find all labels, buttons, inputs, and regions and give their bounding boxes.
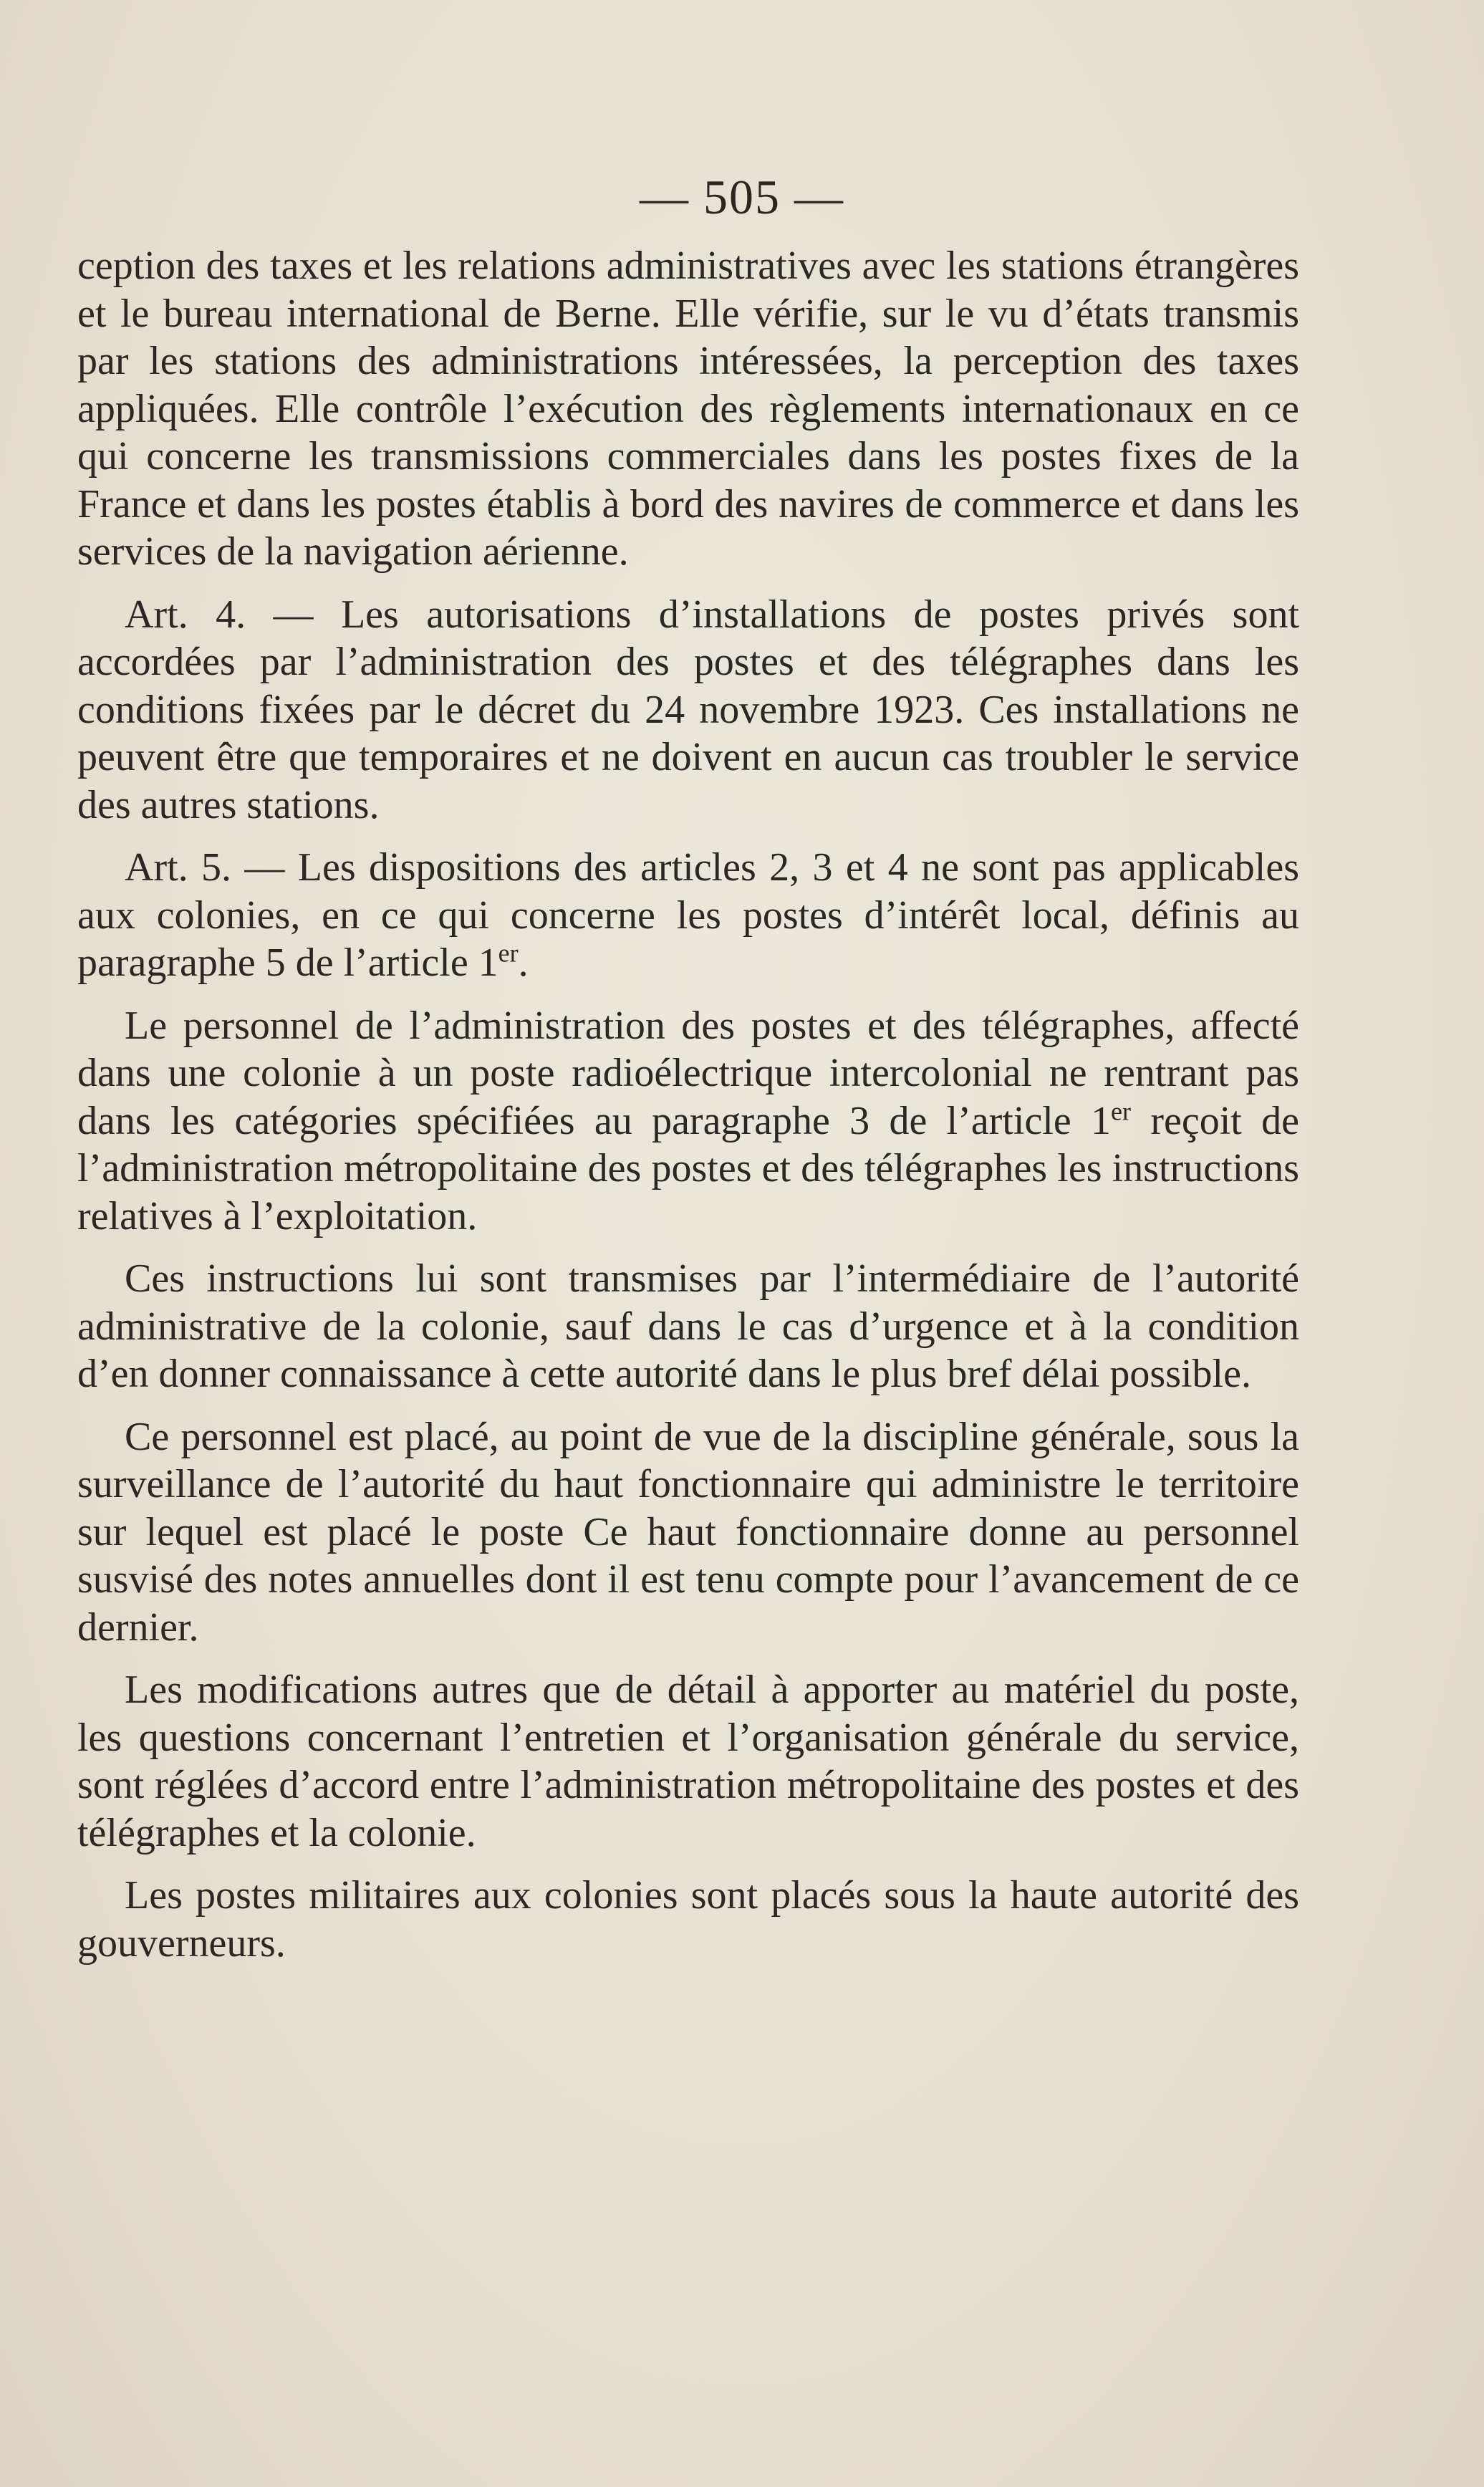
military-posts-paragraph <box>77 1872 1299 1967</box>
article-4-paragraph <box>77 591 1299 829</box>
paragraph-text: ception des taxes et les relations administratives avec les stations étrangères et le bureau international de Berne. Elle vérifie, sur le vu d’états transmis par les stations des administrations intéressées, la perception des taxes appliquées. Elle contrôle l’exécution des règlements internationaux en ce qui concerne les transmissions commerciales dans les postes fixes de la France et dans les postes établis à bord des navires de commerce et dans les services de la navigation aérienne. <box>77 244 1299 574</box>
page-number: — 505 — <box>640 170 844 224</box>
instructions-paragraph <box>77 1255 1299 1398</box>
paragraph-text: Les modifications autres que de détail à apporter au matériel du poste, les questions concernant l’entretien et l’organisation générale du service, sont réglées d’accord entre l’administration métropolitaine des postes et des télégraphes et la colonie. <box>77 1668 1299 1855</box>
article-5-paragraph <box>77 844 1299 987</box>
page-body <box>77 242 1299 1967</box>
paragraph-text: Art. 5. — Les dispositions des articles 2, 3 et 4 ne sont pas applicables aux colonies, en ce qui concerne les postes d’intérêt local, définis au paragraphe 5 de l’article 1 <box>77 845 1299 985</box>
paragraph-text: Le personnel de l’administration des postes et des télégraphes, affecté dans une colonie à un poste radioélectrique intercolonial ne rentrant pas dans les catégories spécifiées au paragraphe 3 de l’article 1 <box>77 1003 1299 1143</box>
personnel-paragraph <box>77 1002 1299 1241</box>
paragraph-text: Ces instructions lui sont transmises par l’intermédiaire de l’autorité administrative de la colonie, sauf dans le cas d’urgence et à la condition d’en donner connaissance à cette autorité dans le plus bref délai possible. <box>77 1256 1299 1396</box>
paragraph-text: Les postes militaires aux colonies sont placés sous la haute autorité des gouverneurs. <box>77 1873 1299 1966</box>
paragraph-text: Ce personnel est placé, au point de vue de la discipline générale, sous la surveillance de l’autorité du haut fonctionnaire qui administre le territoire sur lequel est placé le poste Ce haut fonctionnaire donne au personnel susvisé des notes annuelles dont il est tenu compte pour l’avancement de ce dernier. <box>77 1414 1299 1650</box>
modifications-paragraph <box>77 1666 1299 1857</box>
paragraph-tail: . <box>518 941 529 985</box>
paragraph-tail: reçoit de l’administration métropolitaine des postes et des télégraphes les instructions relatives à l’exploitation. <box>77 1098 1299 1238</box>
superscript: er <box>1111 1096 1132 1125</box>
paragraph-continuation <box>77 242 1299 576</box>
superscript: er <box>498 938 519 968</box>
discipline-paragraph <box>77 1413 1299 1652</box>
paragraph-text: Art. 4. — Les autorisations d’installations de postes privés sont accordées par l’administration des postes et des télégraphes dans les conditions fixées par le décret du 24 novembre 1923. Ces installations ne peuvent être que temporaires et ne doivent en aucun cas troubler le service des autres stations. <box>77 592 1299 827</box>
